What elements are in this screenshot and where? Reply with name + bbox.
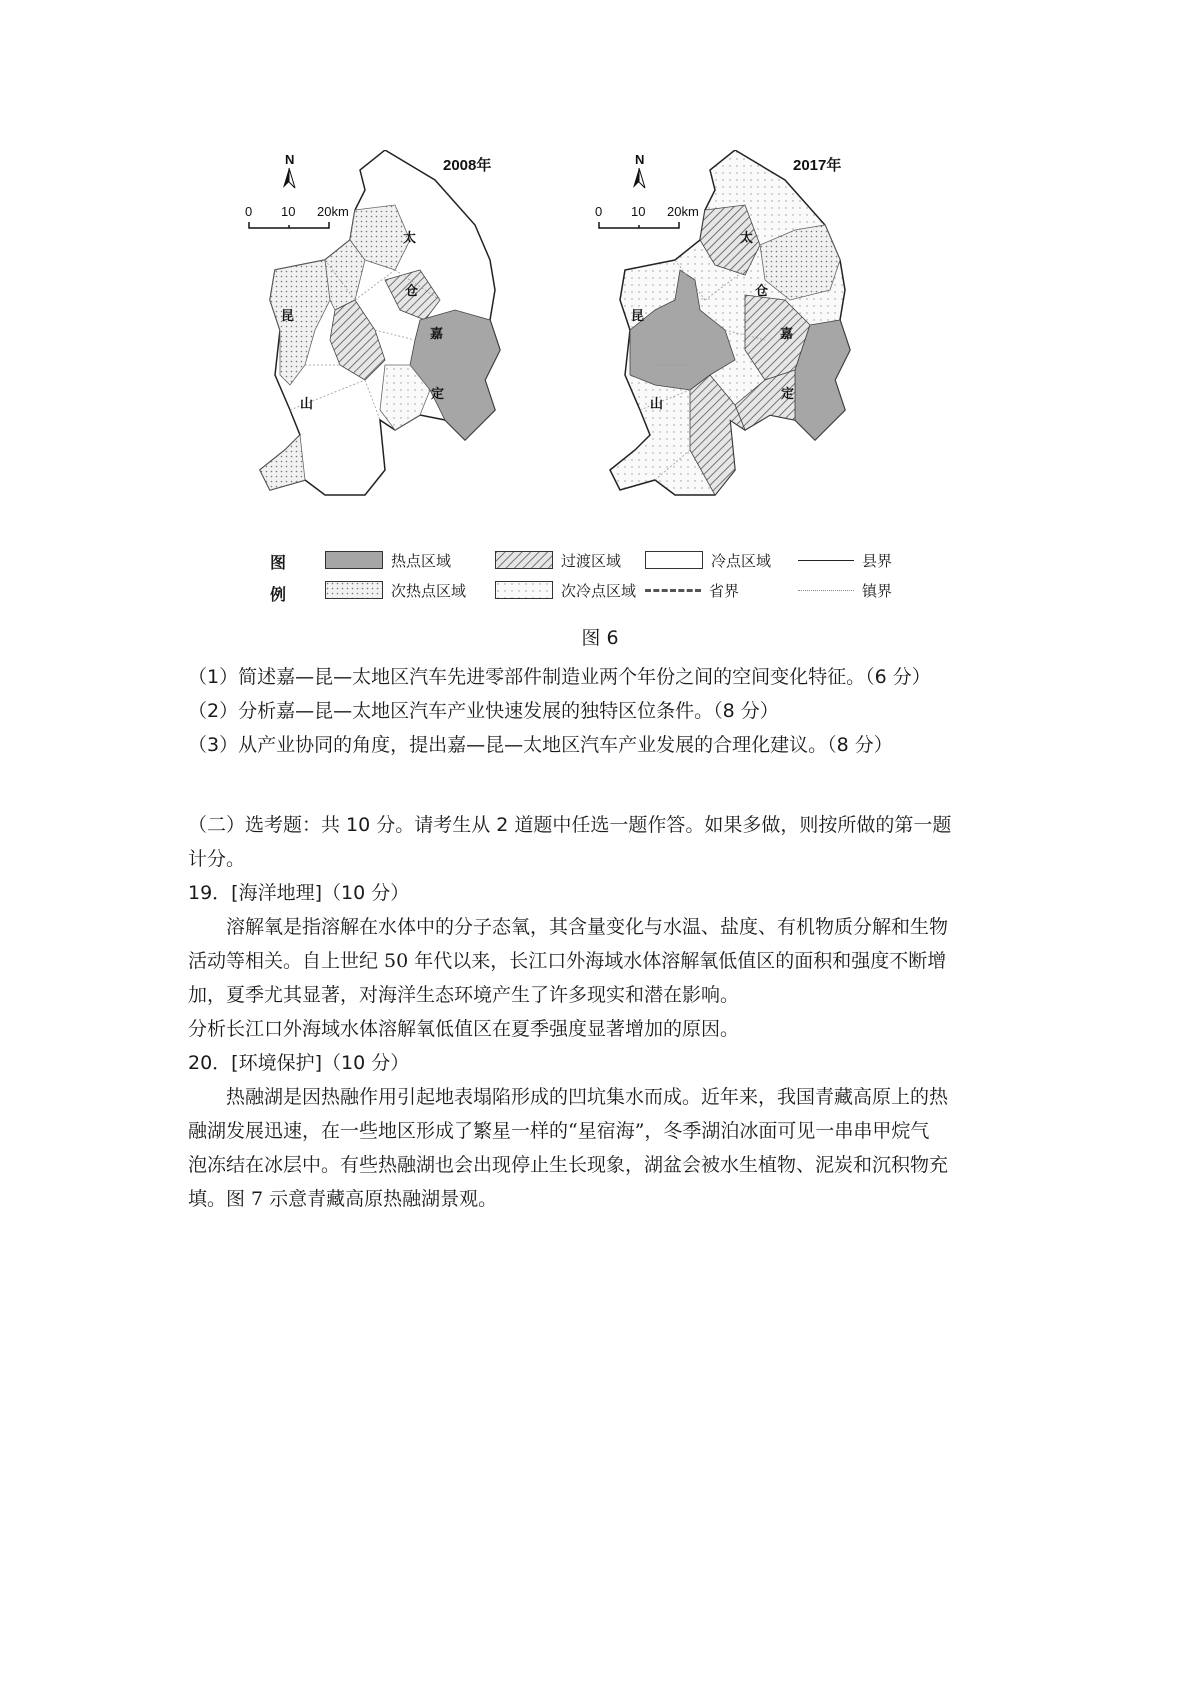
question-item: （3）从产业协同的角度，提出嘉—昆—太地区汽车产业发展的合理化建议。（8 分） <box>188 734 893 756</box>
scale-tick: 20km <box>317 204 349 219</box>
figure-caption: 图 6 <box>581 627 619 649</box>
scale-tick: 0 <box>595 204 603 219</box>
north-arrow <box>283 152 295 188</box>
legend-line <box>798 560 854 561</box>
map-legend <box>270 547 950 617</box>
legend-sub-cold <box>495 579 636 601</box>
legend-swatch <box>495 581 553 599</box>
legend-label: 热点区域 <box>391 551 452 570</box>
legend-label: 冷点区域 <box>711 551 772 570</box>
legend-label: 过渡区域 <box>561 551 622 570</box>
question-title: 20．[环境保护]（10 分） <box>188 1052 410 1074</box>
question-task: 分析长江口外海域水体溶解氧低值区在夏季强度显著增加的原因。 <box>188 1018 740 1040</box>
legend-county-border <box>798 549 892 571</box>
legend-line <box>645 589 701 592</box>
place-label: 山 <box>300 396 314 411</box>
legend-label: 次热点区域 <box>391 581 467 600</box>
legend-town-border <box>798 579 892 601</box>
place-label: 定 <box>431 386 445 401</box>
paragraph-line: 融湖发展迅速，在一些地区形成了繁星一样的“星宿海”，冬季湖泊冰面可见一串串甲烷气 <box>188 1120 930 1142</box>
place-label: 嘉 <box>430 326 444 341</box>
paragraph-line: 填。图 7 示意青藏高原热融湖景观。 <box>188 1188 498 1210</box>
place-label: 仓 <box>755 283 769 298</box>
place-label: 昆 <box>281 308 295 323</box>
place-label: 嘉 <box>780 326 794 341</box>
place-label: 昆 <box>631 308 645 323</box>
section-intro: （二）选考题：共 10 分。请考生从 2 道题中任选一题作答。如果多做，则按所做的第一题 <box>188 814 952 836</box>
legend-title <box>270 547 294 611</box>
map-year: 2008年 <box>443 157 492 174</box>
question-item: （2）分析嘉—昆—太地区汽车产业快速发展的独特区位条件。（8 分） <box>188 700 779 722</box>
legend-label: 省界 <box>709 581 740 600</box>
legend-line <box>798 590 854 591</box>
paragraph-line: 热融湖是因热融作用引起地表塌陷形成的凹坑集水而成。近年来，我国青藏高原上的热 <box>226 1086 949 1108</box>
north-label: N <box>285 152 295 167</box>
legend-transition <box>495 549 621 571</box>
legend-hot <box>325 549 451 571</box>
north-label: N <box>635 152 645 167</box>
scale-tick: 10 <box>281 204 296 219</box>
legend-cold <box>645 549 771 571</box>
place-label: 定 <box>781 386 795 401</box>
legend-swatch <box>325 581 383 599</box>
scale-tick: 20km <box>667 204 699 219</box>
question-title: 19．[海洋地理]（10 分） <box>188 882 410 904</box>
legend-swatch <box>645 551 703 569</box>
elective-section <box>188 808 1028 1216</box>
paragraph-line: 活动等相关。自上世纪 50 年代以来，长江口外海域水体溶解氧低值区的面积和强度不断增 <box>188 950 947 972</box>
paragraph-line: 溶解氧是指溶解在水体中的分子态氧，其含量变化与水温、盐度、有机物质分解和生物 <box>226 916 949 938</box>
map-2008 <box>245 150 585 540</box>
legend-swatch <box>325 551 383 569</box>
paragraph-line: 加，夏季尤其显著，对海洋生态环境产生了许多现实和潜在影响。 <box>188 984 740 1006</box>
legend-title-char: 例 <box>270 585 287 604</box>
legend-label: 次冷点区域 <box>561 581 637 600</box>
scale-bar <box>245 204 349 228</box>
scale-tick: 0 <box>245 204 253 219</box>
place-label: 仓 <box>405 283 419 298</box>
question-list <box>188 660 1028 762</box>
scale-tick: 10 <box>631 204 646 219</box>
place-label: 山 <box>650 396 664 411</box>
legend-province-border <box>645 579 739 601</box>
legend-label: 镇界 <box>862 581 893 600</box>
region-sub-hot-south <box>260 435 305 490</box>
region-hot-jia <box>410 310 500 440</box>
legend-title-char: 图 <box>270 553 287 572</box>
map-year: 2017年 <box>793 157 842 174</box>
legend-label: 县界 <box>862 551 893 570</box>
paragraph-line: 泡冻结在冰层中。有些热融湖也会出现停止生长现象，湖盆会被水生植物、泥炭和沉积物充 <box>188 1154 949 1176</box>
place-label: 太 <box>740 230 754 245</box>
legend-swatch <box>495 551 553 569</box>
north-arrow <box>633 152 645 188</box>
question-item: （1）简述嘉—昆—太地区汽车先进零部件制造业两个年份之间的空间变化特征。（6 分） <box>188 666 931 688</box>
scale-bar <box>595 204 699 228</box>
map-2017 <box>595 150 935 540</box>
place-label: 太 <box>403 230 417 245</box>
section-intro: 计分。 <box>188 848 246 870</box>
legend-sub-hot <box>325 579 466 601</box>
